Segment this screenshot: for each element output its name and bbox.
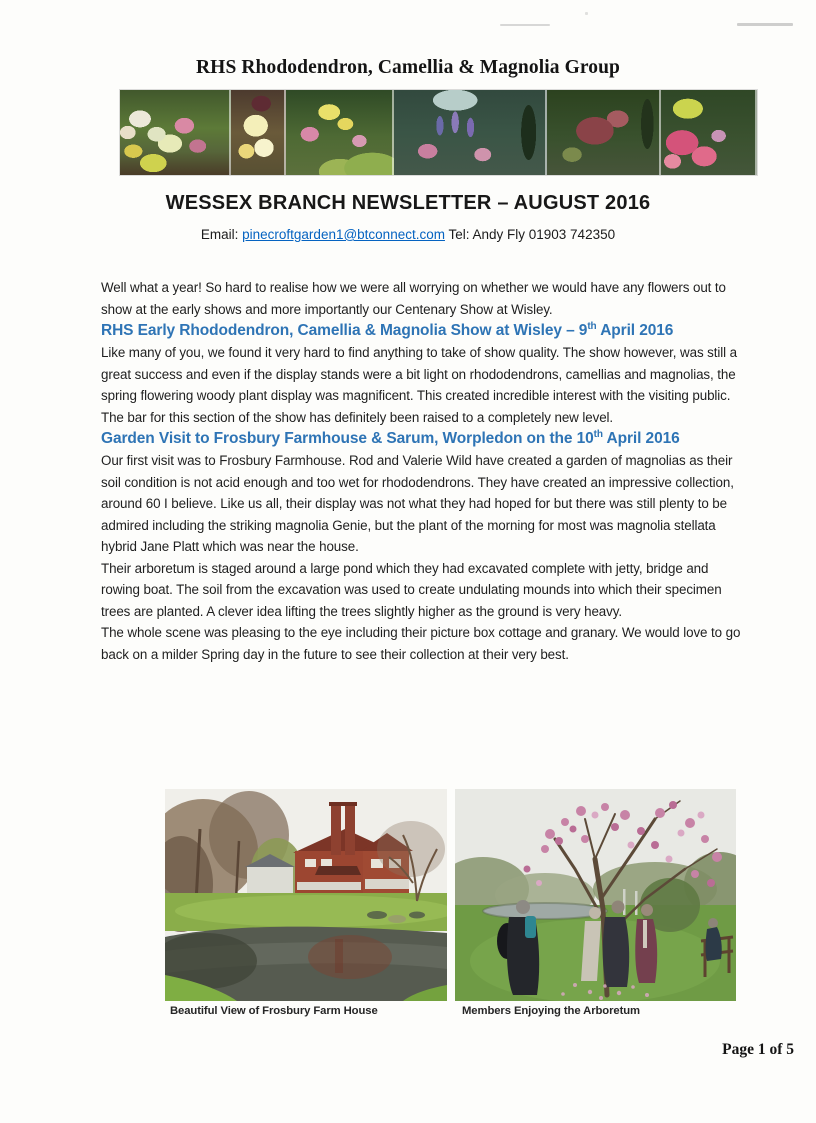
banner-segment-cream-magnolias (231, 90, 285, 175)
farmhouse-pond-photo (165, 789, 447, 1001)
phone-text: Tel: Andy Fly 01903 742350 (444, 227, 616, 242)
heading-text: April 2016 (602, 430, 680, 447)
paragraph-frosbury-visit: Our first visit was to Frosbury Farmhouse. Rod and Valerie Wild have created a garden of magnolias as their soil condition is not acid enough and too wet for rhododendrons. They have created an impressive collection, around 60 I believe. Like us all, their display was not what they had hoped for but there was still plenty to be admired including the striking magnolia Genie, but the plant of the morning for most was magnolia stellata hybrid Jane Platt which was near the house. (101, 453, 734, 554)
section-heading-garden-visit (101, 428, 742, 450)
paragraph-wisley-show: Like many of you, we found it very hard to find anything to take of show quality. The show however, was still a great success and even if the display stands were a bit light on rhododendrons, camellias and magnolias, the spring flowering woody plant display was magnificent. This created incredible interest with the visiting public. The bar for this section of the show has definitely been raised to a completely new level. (101, 345, 737, 425)
photo-frame-farmhouse (165, 789, 447, 1017)
group-title: RHS Rhododendron, Camellia & Magnolia Group (196, 57, 620, 78)
email-label: Email: (200, 227, 243, 242)
heading-superscript: th (587, 320, 597, 332)
photo-caption-arboretum: Members Enjoying the Arboretum (462, 1005, 640, 1017)
page-number: Page 1 of 5 (722, 1041, 794, 1058)
heading-text: Garden Visit to Frosbury Farmhouse & Sarum, Worpledon on the 10 (101, 430, 594, 447)
intro-paragraph: Well what a year! So hard to realise how we were all worrying on whether we would have any flowers out to show at the early shows and more importantly our Centenary Show at Wisley. (101, 280, 726, 317)
section-heading-wisley-show (101, 320, 742, 342)
newsletter-title: WESSEX BRANCH NEWSLETTER – AUGUST 2016 (165, 192, 651, 214)
scan-artifact (585, 12, 588, 15)
garden-banner-photo (120, 90, 757, 175)
email-link[interactable]: pinecroftgarden1@btconnect.com (242, 227, 445, 242)
banner-segment-border-garden (394, 90, 547, 175)
paragraph-whole-scene: The whole scene was pleasing to the eye including their picture box cottage and granary. We would love to go back on a milder Spring day in the future to see their collection at their very best. (101, 625, 741, 662)
banner-segment-maroon-acer (547, 90, 662, 175)
contact-line (0, 227, 816, 242)
members-arboretum-photo (455, 789, 736, 1001)
photo-row (165, 789, 736, 1017)
heading-text: April 2016 (596, 322, 674, 339)
banner-segment-yellow-roses (286, 90, 394, 175)
scan-artifact (737, 23, 793, 26)
photo-caption-farmhouse: Beautiful View of Frosbury Farm House (170, 1005, 378, 1017)
body-text (101, 277, 742, 665)
paragraph-arboretum: Their arboretum is staged around a large pond which they had excavated complete with jetty, bridge and rowing boat. The soil from the excavation was used to create undulating mounds into which their specimen trees are planted. A clever idea lifting the trees slightly higher as the ground is very heavy. (101, 560, 722, 619)
heading-text: RHS Early Rhododendron, Camellia & Magnolia Show at Wisley – 9 (101, 322, 588, 339)
photo-frame-arboretum (455, 789, 736, 1017)
banner-segment-rhododendrons (120, 90, 231, 175)
banner-segment-pink-azalea (661, 90, 757, 175)
heading-superscript: th (593, 428, 603, 440)
scan-artifact (500, 24, 550, 26)
